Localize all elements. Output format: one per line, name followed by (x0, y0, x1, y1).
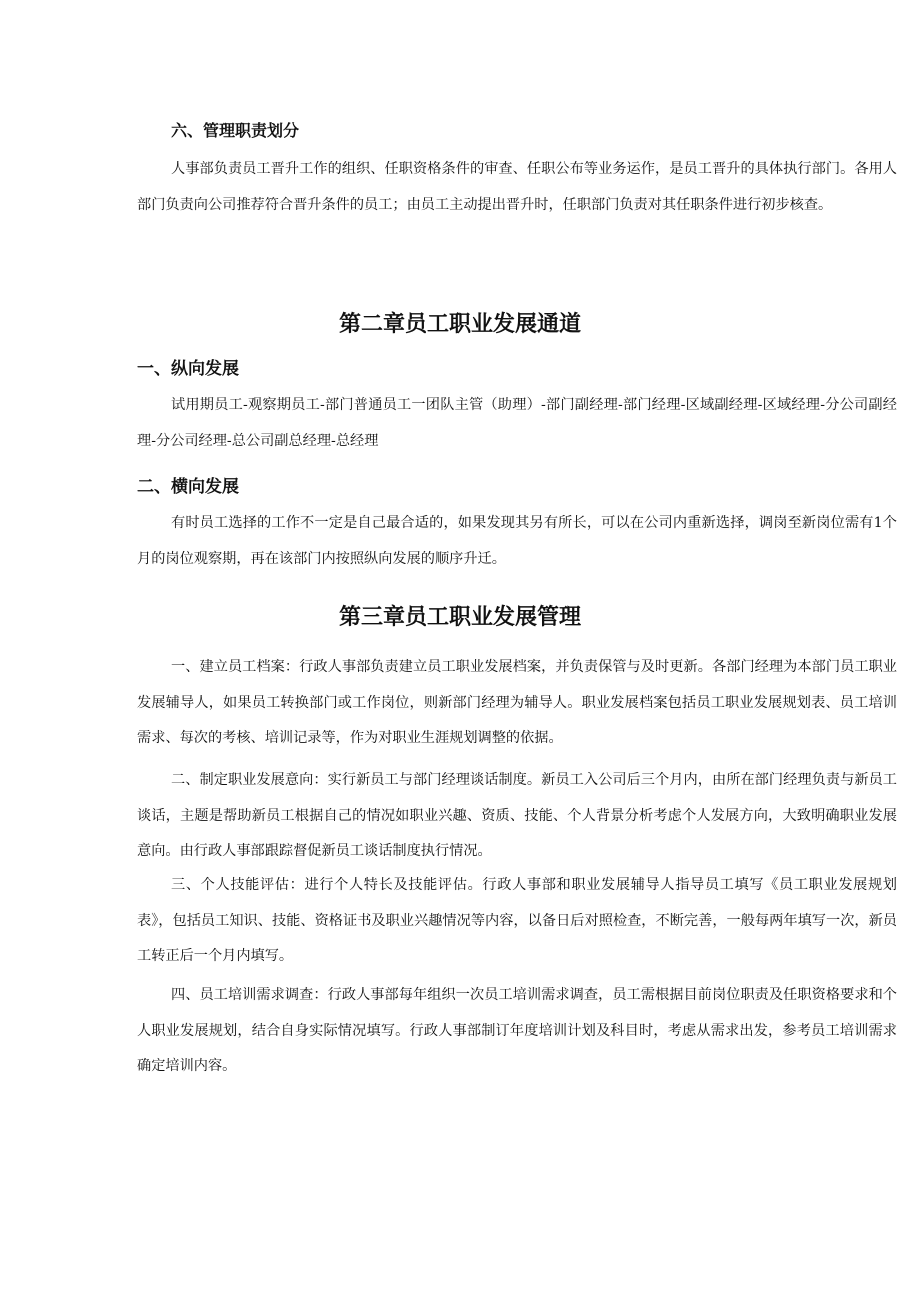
paragraph-employee-file: 一、建立员工档案：行政人事部负责建立员工职业发展档案，并负责保管与及时更新。各部门经理为本部门员工职业发展辅导人，如果员工转换部门或工作岗位，则新部门经理为辅导人。职业发展档案包括员工职业发展规划表、员工培训需求、每次的考核、培训记录等，作为对职业生涯规划调整的依据。 (137, 659, 897, 746)
section-heading-management-duties: 六、管理职责划分 (171, 121, 300, 140)
paragraph-career-intention: 二、制定职业发展意向：实行新员工与部门经理谈话制度。新员工入公司后三个月内，由所在部门经理负责与新员工谈话，主题是帮助新员工根据自己的情况如职业兴趣、资质、技能、个人背景分析考虑个人发展方向，大致明确职业发展意向。由行政人事部跟踪督促新员工谈话制度执行情况。 (137, 772, 897, 859)
chapter-title-career-channels: 第二章员工职业发展通道 (338, 311, 581, 337)
paragraph-vertical-development: 试用期员工-观察期员工-部门普通员工一团队主管（助理）-部门副经理-部门经理-区域副经理-区域经理-分公司副经理-分公司经理-总公司副总经理-总经理 (137, 397, 897, 449)
chapter-title-career-management: 第三章员工职业发展管理 (338, 604, 581, 630)
subheading-vertical-development: 一、纵向发展 (137, 359, 239, 379)
paragraph-training-survey: 四、员工培训需求调查：行政人事部每年组织一次员工培训需求调查，员工需根据目前岗位职责及任职资格要求和个人职业发展规划，结合自身实际情况填写。行政人事部制订年度培训计划及科目时，考虑从需求出发，参考员工培训需求确定培训内容。 (137, 987, 897, 1074)
paragraph-horizontal-development: 有时员工选择的工作不一定是自己最合适的，如果发现其另有所长，可以在公司内重新选择，调岗至新岗位需有1个月的岗位观察期，再在该部门内按照纵向发展的顺序升迁。 (137, 515, 897, 567)
subheading-horizontal-development: 二、横向发展 (137, 477, 239, 497)
paragraph-management-duties: 人事部负责员工晋升工作的组织、任职资格条件的审查、任职公布等业务运作，是员工晋升的具体执行部门。各用人部门负责向公司推荐符合晋升条件的员工；由员工主动提出晋升时，任职部门负责对其任职条件进行初步核查。 (137, 161, 897, 213)
paragraph-skill-assessment: 三、个人技能评估：进行个人特长及技能评估。行政人事部和职业发展辅导人指导员工填写《员工职业发展规划表》，包括员工知识、技能、资格证书及职业兴趣情况等内容，以备日后对照检查，不断完善，一般每两年填写一次，新员工转正后一个月内填写。 (137, 877, 897, 964)
